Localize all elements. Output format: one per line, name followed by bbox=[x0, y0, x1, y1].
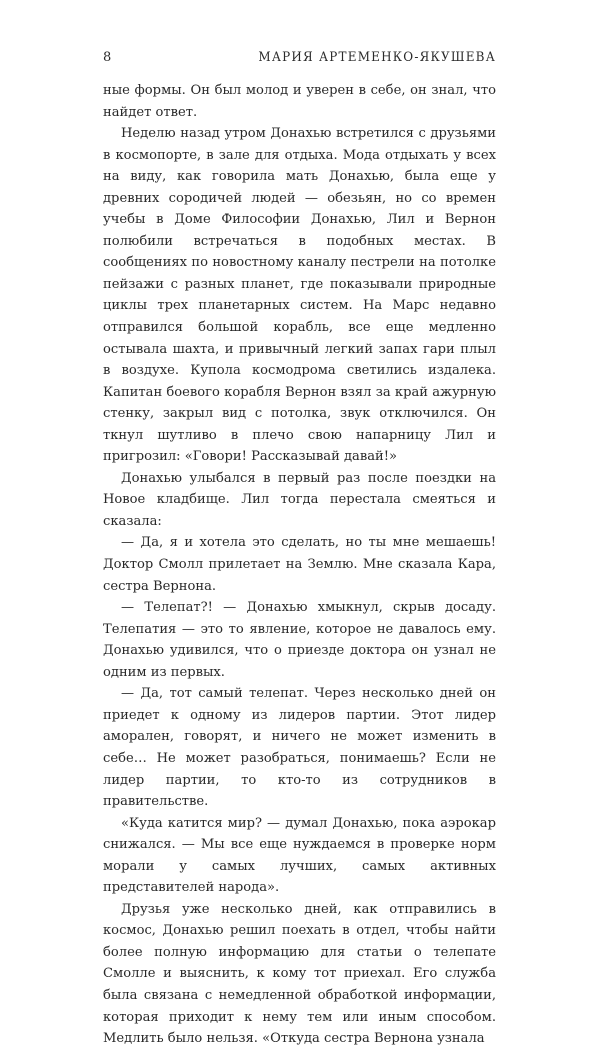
body-text bbox=[103, 80, 496, 1050]
paragraph: Донахью улыбался в первый раз после поездки на Новое кладбище. Лил тогда перестала смеяться и сказала: bbox=[103, 470, 496, 529]
paragraph: «Куда катится мир? — думал Донахью, пока аэрокар снижался. — Мы все еще нуждаемся в проверке норм морали у самых лучших, самых активных представителей народа». bbox=[103, 815, 496, 896]
paragraph-continuation: ные формы. Он был молод и уверен в себе, он знал, что найдет ответ. bbox=[103, 83, 496, 120]
page-header bbox=[103, 50, 496, 72]
paragraph-dialogue: — Телепат?! — Донахью хмыкнул, скрыв досаду. Телепатия — это то явление, которое не давалось ему. Донахью удивился, что о приезде доктора он узнал не одним из первых. bbox=[103, 600, 496, 680]
paragraph: Неделю назад утром Донахью встретился с друзьями в космопорте, в зале для отдыха. Мода отдыхать у всех на виду, как говорила мать Донахью, была еще у древних сородичей людей — обезьян, но со времен учебы в Доме Философии Донахью, Лил и Вернон полюбили встречаться в подобных местах. В сообщениях по новостному каналу пестрели на потолке пейзажи с разных планет, где показывали природные циклы трех планетарных систем. На Марс недавно отправился большой корабль, все еще медленно остывала шахта, и привычный легкий запах гари плыл в воздухе. Купола космодрома светились издалека. Капитан боевого корабля Вернон взял за край ажурную стенку, закрыл вид с потолка, звук отключился. Он ткнул шутливо в плечо свою напарницу Лил и пригрозил: «Говори! Рассказывай давай!» bbox=[103, 126, 496, 465]
paragraph: Друзья уже несколько дней, как отправились в космос, Донахью решил поехать в отдел, чтобы найти более полную информацию для статьи о телепате Смолле и выяснить, к кому тот приехал. Его служба была связана с немедленной обработкой информации, которая приходит к нему тем или иным способом. Медлить было нельзя. «Откуда сестра Вернона узнала bbox=[103, 901, 496, 1047]
page-number: 8 bbox=[103, 50, 112, 65]
paragraph-dialogue: — Да, я и хотела это сделать, но ты мне мешаешь! Доктор Смолл прилетает на Землю. Мне сказала Кара, сестра Вернона. bbox=[103, 535, 496, 594]
running-head-author: МАРИЯ АРТЕМЕНКО-ЯКУШЕВА bbox=[258, 49, 496, 65]
paragraph-dialogue: — Да, тот самый телепат. Через несколько дней он приедет к одному из лидеров партии. Этот лидер аморален, говорят, и ничего не может изменить в себе… Не может разобраться, понимаешь? Если не лидер партии, то кто-то из сотрудников в правительстве. bbox=[103, 686, 496, 810]
